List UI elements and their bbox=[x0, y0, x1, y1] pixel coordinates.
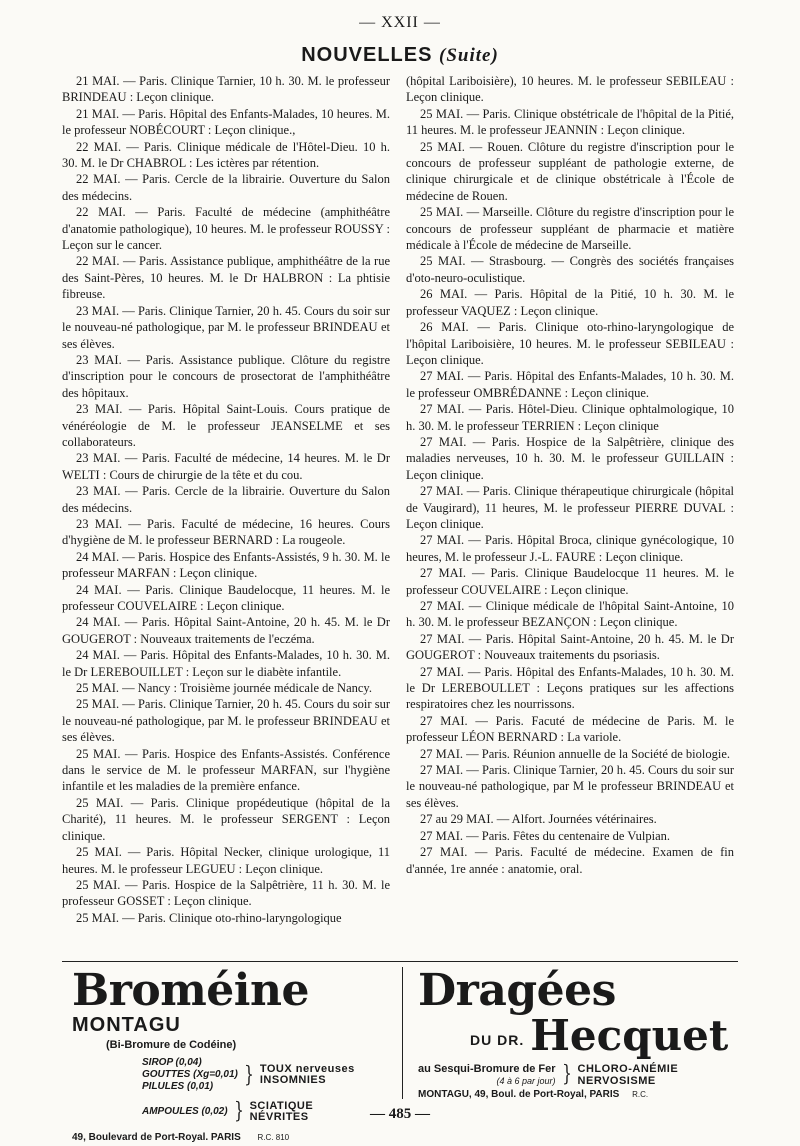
news-entry: 27 MAI. — Paris. Hospice de la Salpêtrière, clinique des maladies nerveuses, 10 h. 30. M. le professeur GUILLAIN : Leçon clinique. bbox=[406, 434, 734, 482]
ad-bromeine-brand: Broméine bbox=[72, 965, 309, 1016]
left-column bbox=[62, 73, 390, 926]
news-entry: 23 MAI. — Paris. Faculté de médecine, 16 heures. Cours d'hygiène de M. le professeur BERNARD : La rougeole. bbox=[62, 516, 390, 548]
news-entry: 26 MAI. — Paris. Clinique oto-rhino-laryngologique de l'hôpital Lariboisière, 10 heures. M. le professeur SEBILEAU : Leçon clinique. bbox=[406, 320, 734, 367]
ad-indication: SCIATIQUE bbox=[249, 1099, 314, 1112]
brace-icon: } bbox=[233, 1099, 244, 1124]
ad-indication: NÉVRITES bbox=[249, 1110, 309, 1123]
news-entry: 27 MAI. — Paris. Hôpital Saint-Antoine, 20 h. 45. M. le Dr GOUGEROT : Nouveaux traitements du psoriasis. bbox=[406, 631, 734, 663]
news-entry: 27 au 29 MAI. — Alfort. Journées vétérinaires. bbox=[420, 812, 657, 827]
news-entry: 27 MAI. — Paris. Facuté de médecine de Paris. M. le professeur LÉON BERNARD : La variole. bbox=[406, 713, 734, 745]
ad-bromeine-row-1 bbox=[142, 1057, 392, 1093]
ad-form-item: AMPOULES (0,02) bbox=[142, 1105, 228, 1117]
news-entry: 23 MAI. — Paris. Assistance publique. Clôture du registre d'inscription pour le concours de prosectorat de l'amphithéâtre des hôpitaux. bbox=[62, 352, 390, 400]
ad-bromeine-address-line bbox=[72, 1132, 392, 1143]
page-roman-numeral: — XXII — bbox=[359, 14, 441, 31]
news-entry: 27 MAI. — Paris. Clinique Tarnier, 20 h. 45. Cours du soir sur le nouveau-né pathologique, par M le professeur BRINDEAU et ses élèves. bbox=[406, 763, 734, 810]
news-entry: 22 MAI. — Paris. Faculté de médecine (amphithéâtre d'anatomie pathologique), 10 heures. M. le professeur ROUSSY : Leçon sur le cancer. bbox=[62, 205, 390, 253]
ad-dragees-composition-block bbox=[418, 1063, 556, 1087]
news-entry: 24 MAI. — Paris. Hospice des Enfants-Assistés, 9 h. 30. M. le professeur MARFAN : Leçon clinique. bbox=[62, 549, 390, 581]
news-entry: 25 MAI. — Paris. Clinique Tarnier, 20 h. 45. Cours du soir sur le nouveau-né pathologique, par M. le professeur BRINDEAU et ses élèves. bbox=[62, 697, 390, 745]
ad-dragees-name-row bbox=[418, 1011, 738, 1060]
brace-icon: } bbox=[243, 1062, 254, 1088]
news-entry: 27 MAI. — Paris. Fêtes du centenaire de Vulpian. bbox=[420, 828, 671, 843]
news-entry: 25 MAI. — Paris. Clinique obstétricale de l'hôpital de la Pitié, 11 heures. M. le professeur JEANNIN : Leçon clinique. bbox=[406, 106, 734, 138]
news-entry: 25 MAI. — Paris. Clinique oto-rhino-laryngologique bbox=[76, 910, 342, 925]
news-entry: 27 MAI. — Paris. Faculté de médecine. Examen de fin d'année, 1re année : anatomie, oral. bbox=[406, 845, 734, 876]
right-column bbox=[406, 73, 734, 877]
ad-bromeine-indications bbox=[260, 1064, 355, 1086]
page-number: — 485 — bbox=[370, 1106, 430, 1122]
news-entry: 24 MAI. — Paris. Hôpital des Enfants-Malades, 10 h. 30. M. le Dr LEREBOUILLET : Leçon sur le diabète infantile. bbox=[62, 648, 390, 679]
ad-dragees-name: Hecquet bbox=[530, 1011, 729, 1060]
ad-dragees-dosage: (4 à 6 par jour) bbox=[496, 1075, 556, 1086]
ad-dragees-composition: au Sesqui-Bromure de Fer bbox=[418, 1062, 556, 1075]
news-entry: 23 MAI. — Paris. Clinique Tarnier, 20 h. 45. Cours du soir sur le nouveau-né pathologique, par M. le professeur BRINDEAU et ses élèves. bbox=[62, 303, 390, 351]
news-entry: 25 MAI. — Paris. Hospice des Enfants-Assistés. Conférence dans le service de M. le professeur MARFAN, sur l'hygiène infantile et les maladies de la première enfance. bbox=[62, 746, 390, 794]
news-entry: 27 MAI. — Paris. Hôtel-Dieu. Clinique ophtalmologique, 10 h. 30. M. le professeur TERRIEN : Leçon clinique bbox=[406, 402, 734, 433]
ad-dragees-details bbox=[418, 1062, 738, 1087]
ad-form-item: GOUTTES (Xg=0,01) bbox=[142, 1069, 238, 1080]
news-entry: 25 MAI. — Strasbourg. — Congrès des sociétés françaises d'oto-neuro-oculistique. bbox=[406, 254, 734, 285]
news-entry: 27 MAI. — Paris. Hôpital Broca, clinique gynécologique, 10 heures, M. le professeur J.-L. FAURE : Leçon clinique. bbox=[406, 533, 734, 564]
section-title-text: NOUVELLES bbox=[301, 44, 433, 66]
ad-dragees-code: R.C. bbox=[632, 1090, 649, 1099]
news-entry: 24 MAI. — Paris. Clinique Baudelocque, 11 heures. M. le professeur COUVELAIRE : Leçon clinique. bbox=[62, 582, 390, 613]
news-entry: 27 MAI. — Paris. Hôpital des Enfants-Malades, 10 h. 30. M. le professeur OMBRÉDANNE : Leçon clinique. bbox=[406, 369, 734, 400]
news-entry: 22 MAI. — Paris. Assistance publique, amphithéâtre de la rue des Saint-Pères, 10 heures. M. le Dr HALBRON : La phtisie fibreuse. bbox=[62, 254, 390, 302]
news-entry: 21 MAI. — Paris. Hôpital des Enfants-Malades, 10 heures. M. le professeur NOBÉCOURT : Leçon clinique., bbox=[62, 106, 390, 138]
news-entry-continuation: (hôpital Lariboisière), 10 heures. M. le professeur SEBILEAU : Leçon clinique. bbox=[406, 74, 734, 105]
ad-bromeine-code: R.C. 810 bbox=[257, 1133, 290, 1142]
news-entry: 26 MAI. — Paris. Hôpital de la Pitié, 10 h. 30. M. le professeur VAQUEZ : Leçon clinique. bbox=[406, 287, 734, 318]
news-entry: 27 MAI. — Paris. Clinique Baudelocque 11 heures. M. le professeur COUVELAIRE : Leçon clinique. bbox=[406, 566, 734, 597]
news-entry: 25 MAI. — Paris. Clinique propédeutique (hôpital de la Charité), 11 heures. M. le professeur SERGENT : Leçon clinique. bbox=[62, 795, 390, 843]
ad-dragees-du-dr: DU DR. bbox=[470, 1032, 525, 1048]
news-entry: 21 MAI. — Paris. Clinique Tarnier, 10 h. 30. M. le professeur BRINDEAU : Leçon clinique. bbox=[62, 74, 390, 105]
news-entry: 25 MAI. — Paris. Hospice de la Salpêtrière, 11 h. 30. M. le professeur GOSSET : Leçon clinique. bbox=[62, 877, 390, 909]
ads-vertical-divider bbox=[402, 967, 403, 1099]
news-entry: 25 MAI. — Paris. Hôpital Necker, clinique urologique, 11 heures. M. le professeur LEGUEU : Leçon clinique. bbox=[62, 845, 390, 876]
ad-dragees-address: MONTAGU, 49, Boul. de Port-Royal, PARIS bbox=[418, 1089, 620, 1100]
ad-bromeine-address: 49, Boulevard de Port-Royal. PARIS bbox=[72, 1132, 241, 1143]
news-entry: 25 MAI. — Rouen. Clôture du registre d'inscription pour le concours de professeur suppléant de pathologie externe, de clinique chirurgicale et de clinique obstétricale à l'École de médecine de Rouen. bbox=[406, 139, 734, 203]
ad-dragees-brand: Dragées bbox=[418, 965, 616, 1016]
ad-indication: NERVOSISME bbox=[577, 1074, 656, 1087]
ad-bromeine-subtitle: (Bi-Bromure de Codéine) bbox=[106, 1039, 237, 1051]
news-entry: 22 MAI. — Paris. Clinique médicale de l'Hôtel-Dieu. 10 h. 30. M. le Dr CHABROL : Les ictères par rétention. bbox=[62, 139, 390, 171]
ad-dragees-indications bbox=[578, 1063, 679, 1087]
ad-indication: TOUX nerveuses bbox=[259, 1063, 355, 1075]
news-entry: 23 MAI. — Paris. Cercle de la librairie. Ouverture du Salon des médecins. bbox=[62, 484, 390, 515]
ads-divider bbox=[62, 961, 738, 962]
brace-icon: } bbox=[561, 1062, 572, 1087]
ad-dragees-address-line bbox=[418, 1089, 738, 1100]
news-entry: 22 MAI. — Paris. Cercle de la librairie. Ouverture du Salon des médecins. bbox=[62, 172, 390, 203]
section-title bbox=[0, 44, 800, 67]
ad-form-item: SIROP (0,04) bbox=[142, 1057, 202, 1068]
news-entry: 27 MAI. — Paris. Clinique thérapeutique chirurgicale (hôpital de Vaugirard), 11 heures, M. le professeur PIERRE DUVAL : Leçon clinique. bbox=[406, 484, 734, 531]
ad-dragees bbox=[418, 965, 738, 1100]
news-entry: 25 MAI. — Marseille. Clôture du registre d'inscription pour le concours de professeur suppléant de pharmacie et matière médicale à l'École de médecine de Marseille. bbox=[406, 205, 734, 253]
news-entry: 27 MAI. — Paris. Hôpital des Enfants-Malades, 10 h. 30. M. le Dr LEREBOULLET : Leçons pratiques sur les affections respiratoires chez les nourrissons. bbox=[406, 664, 734, 712]
news-entry: 25 MAI. — Nancy : Troisième journée médicale de Nancy. bbox=[76, 681, 372, 696]
ad-bromeine-forms bbox=[142, 1057, 238, 1093]
section-title-suite: (Suite) bbox=[439, 45, 499, 66]
news-entry: 23 MAI. — Paris. Faculté de médecine, 14 heures. M. le Dr WELTI : Cours de chirurgie de la tête et du cou. bbox=[62, 451, 390, 482]
ad-bromeine-maker: MONTAGU bbox=[72, 1014, 181, 1036]
ad-form-item: PILULES (0,01) bbox=[142, 1081, 214, 1092]
news-entry: 27 MAI. — Paris. Réunion annuelle de la Société de biologie. bbox=[420, 746, 731, 761]
ad-indication: INSOMNIES bbox=[259, 1074, 327, 1086]
news-entry: 24 MAI. — Paris. Hôpital Saint-Antoine, 20 h. 45. M. le Dr GOUGEROT : Nouveaux traitements de l'eczéma. bbox=[62, 615, 390, 646]
news-entry: 23 MAI. — Paris. Hôpital Saint-Louis. Cours pratique de vénéréologie de M. le professeur JEANSELME et ses collaborateurs. bbox=[62, 402, 390, 449]
ad-indication: CHLORO-ANÉMIE bbox=[577, 1062, 679, 1075]
news-entry: 27 MAI. — Clinique médicale de l'hôpital Saint-Antoine, 10 h. 30. M. le professeur BEZANÇON : Leçon clinique. bbox=[406, 599, 734, 630]
